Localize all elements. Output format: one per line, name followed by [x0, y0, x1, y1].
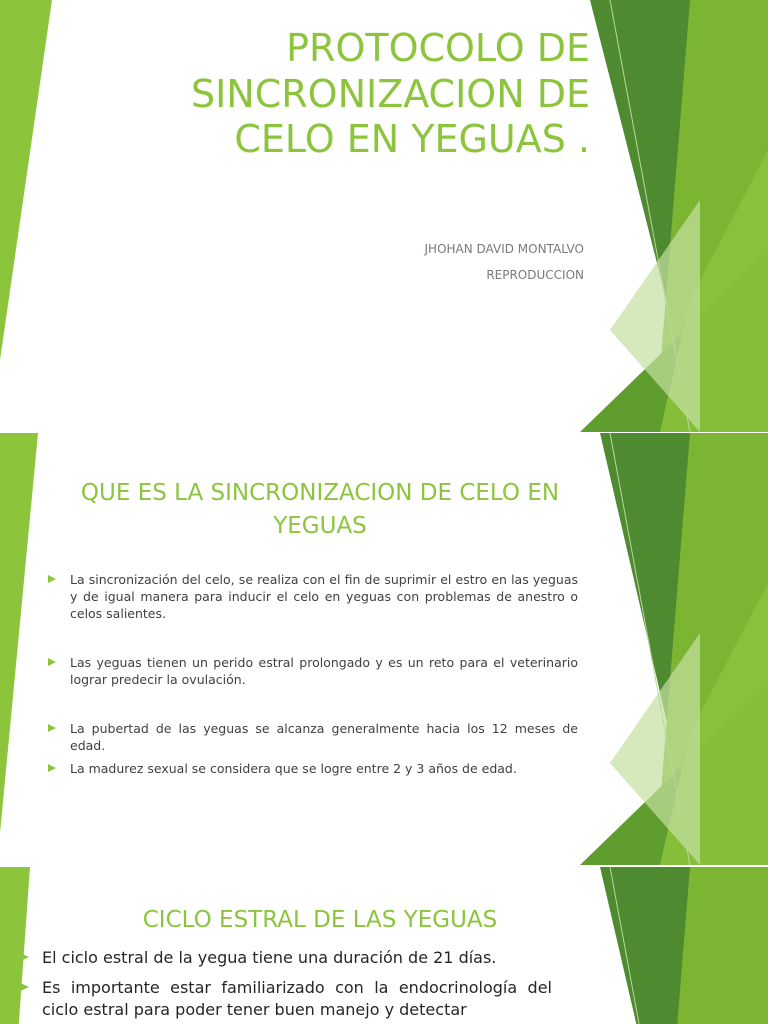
bullet-list [48, 571, 578, 777]
slide-title: QUE ES LA SINCRONIZACION DE CELO EN YEGUAS [80, 480, 560, 540]
bullet-list [18, 947, 552, 1021]
list-item: Es importante estar familiarizado con la endocrinología del ciclo estral para poder tener buen manejo y detectar [18, 977, 552, 1021]
title-slide [0, 0, 768, 432]
list-item: La pubertad de las yeguas se alcanza generalmente hacia los 12 meses de edad. [48, 720, 578, 754]
list-item: La sincronización del celo, se realiza con el fin de suprimir el estro en las yeguas y de igual manera para inducir el celo en yeguas con problemas de anestro o celos salientes. [48, 571, 578, 622]
content-slide-1 [0, 433, 768, 865]
list-item: Las yeguas tienen un perido estral prolongado y es un reto para el veterinario lograr predecir la ovulación. [48, 654, 578, 688]
author-name: JHOHAN DAVID MONTALVO [424, 242, 584, 256]
content-slide-2 [0, 867, 768, 1024]
list-item: El ciclo estral de la yegua tiene una duración de 21 días. [18, 947, 552, 969]
list-item: La madurez sexual se considera que se logre entre 2 y 3 años de edad. [48, 760, 578, 777]
slide-title: CICLO ESTRAL DE LAS YEGUAS [142, 907, 498, 933]
subject-label: REPRODUCCION [486, 268, 584, 282]
presentation-title: PROTOCOLO DE SINCRONIZACION DE CELO EN YEGUAS . [190, 26, 590, 162]
